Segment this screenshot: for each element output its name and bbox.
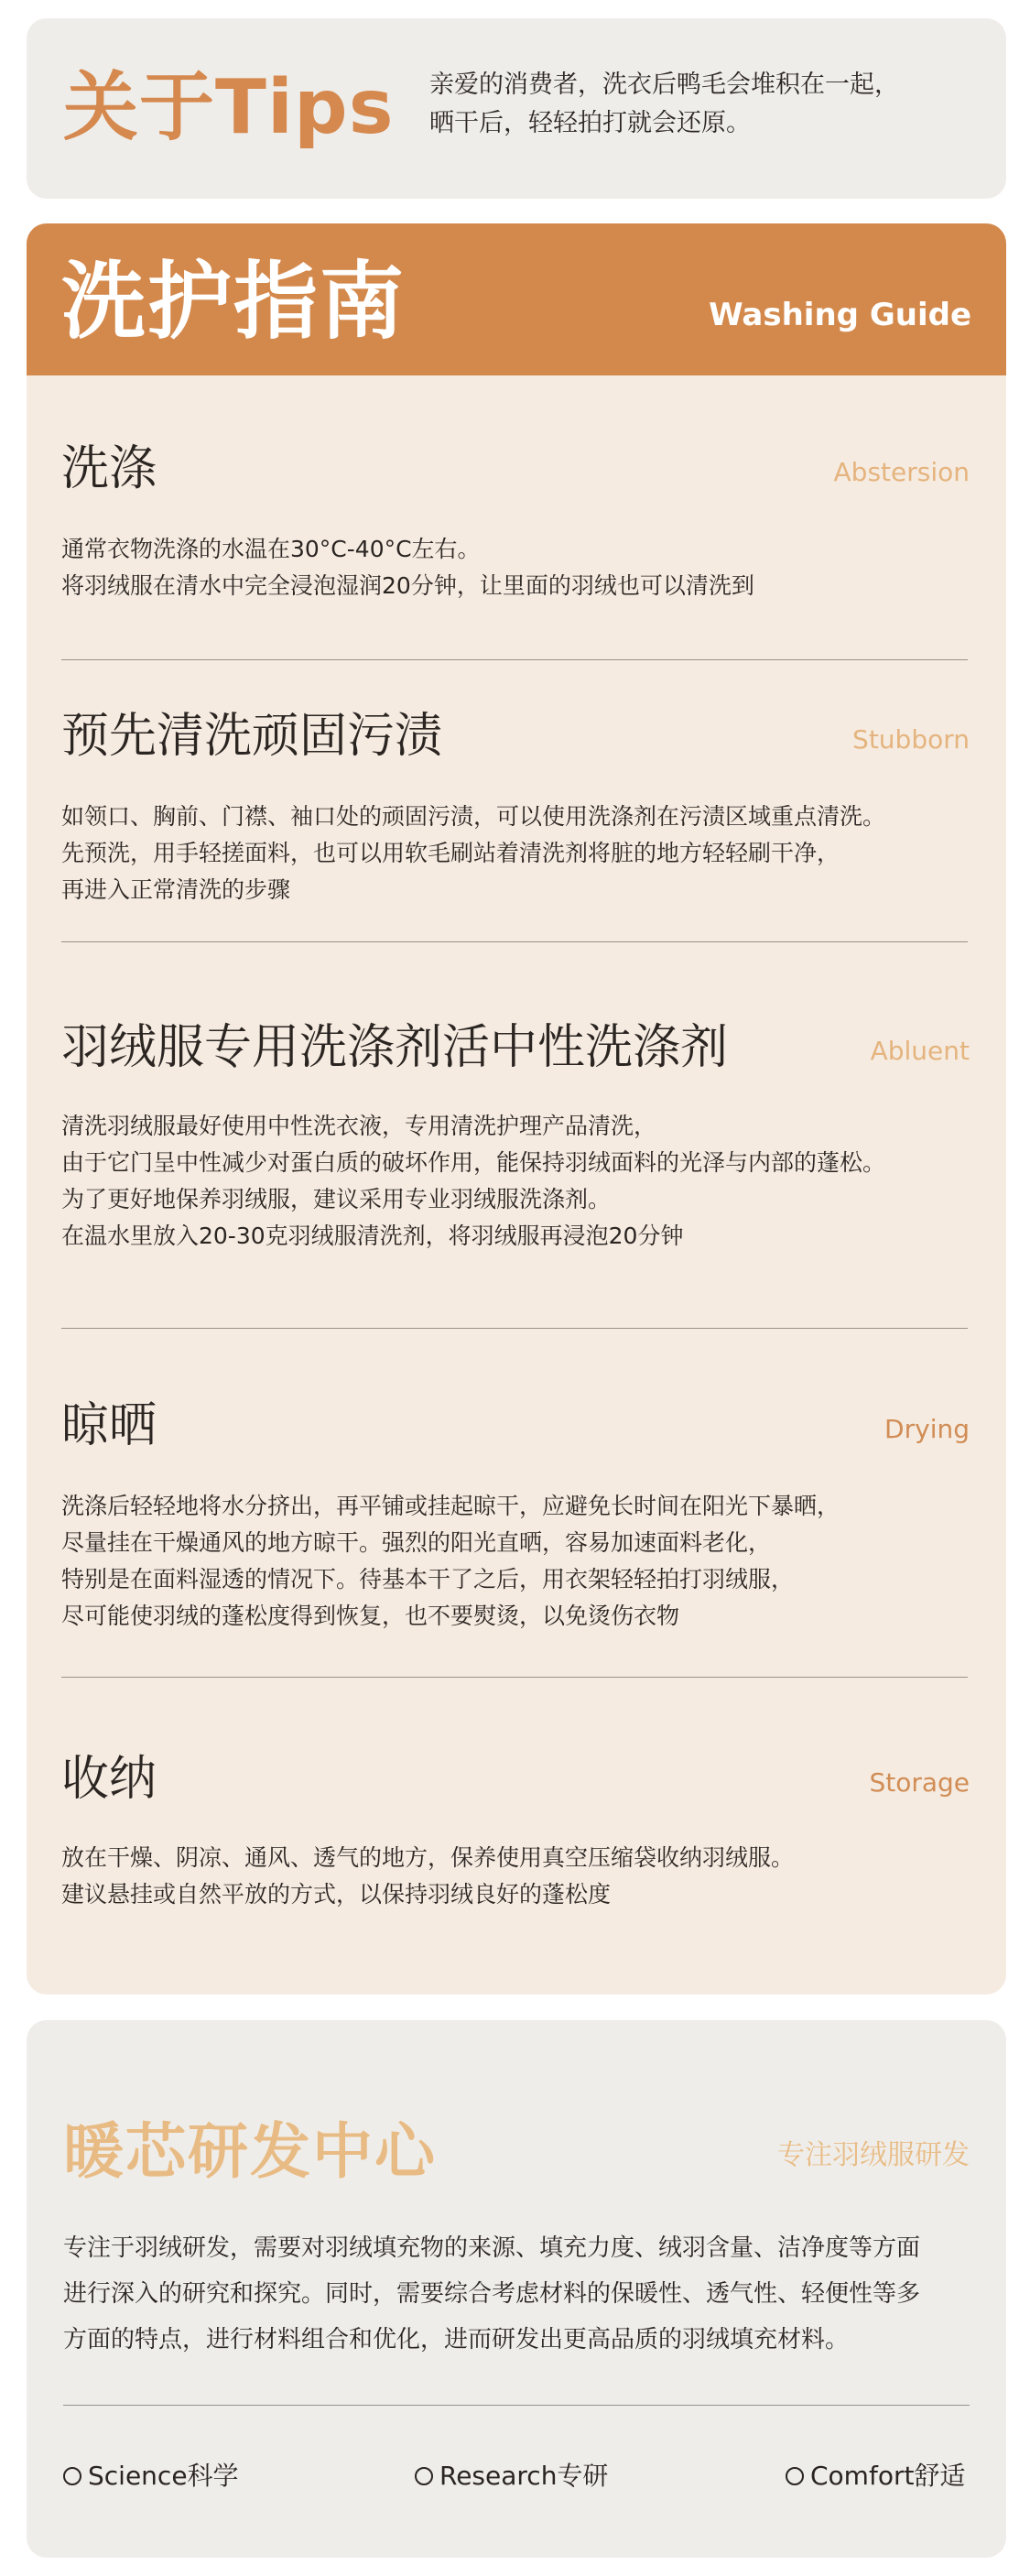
section-en-label: Drying	[884, 1414, 970, 1444]
rd-divider	[63, 2405, 970, 2406]
section-en-label: Stubborn	[852, 724, 970, 755]
section-line: 为了更好地保养羽绒服，建议采用专业羽绒服洗涤剂。	[61, 1186, 612, 1212]
section-title: 预先清洗顽固污渍	[61, 709, 443, 764]
feature-label: Research专研	[439, 2461, 609, 2491]
section-title: 羽绒服专用洗涤剂活中性洗涤剂	[61, 1020, 729, 1075]
rd-title: 暖芯研发中心	[63, 2116, 437, 2187]
feature-research	[415, 2458, 608, 2494]
section-line: 洗涤后轻轻地将水分挤出，再平铺或挂起晾干，应避免长时间在阳光下暴晒，	[61, 1493, 840, 1519]
section-title: 洗涤	[61, 441, 157, 496]
circle-icon	[415, 2467, 433, 2485]
rd-line: 方面的特点，进行材料组合和优化，进而研发出更高品质的羽绒填充材料。	[63, 2326, 850, 2353]
section-line: 再进入正常清洗的步骤	[61, 876, 291, 903]
section-line: 先预洗，用手轻搓面料，也可以用软毛刷站着清洗剂将脏的地方轻轻刷干净，	[61, 840, 840, 866]
tips-card	[27, 18, 1006, 199]
section-line: 建议悬挂或自然平放的方式，以保持羽绒良好的蓬松度	[61, 1881, 612, 1908]
feature-label: Science科学	[88, 2461, 239, 2491]
feature-science	[63, 2458, 239, 2494]
section-body	[61, 531, 977, 604]
section-line: 将羽绒服在清水中完全浸泡湿润20分钟，让里面的羽绒也可以清洗到	[61, 572, 754, 599]
rd-subtitle: 专注羽绒服研发	[777, 2139, 970, 2171]
guide-subtitle: Washing Guide	[709, 297, 971, 333]
section-title: 收纳	[61, 1752, 157, 1807]
section-line: 尽可能使羽绒的蓬松度得到恢复，也不要熨烫，以免烫伤衣物	[61, 1603, 680, 1629]
rd-line: 进行深入的研究和探究。同时，需要综合考虑材料的保暖性、透气性、轻便性等多	[63, 2280, 921, 2308]
section-body	[61, 1840, 977, 1913]
tips-text	[429, 66, 979, 143]
section-title: 晾晒	[61, 1398, 157, 1453]
section-line: 特别是在面料湿透的情况下。待基本干了之后，用衣架轻轻拍打羽绒服，	[61, 1566, 795, 1592]
section-line: 通常衣物洗涤的水温在30°C-40°C左右。	[61, 536, 481, 562]
section-line: 由于它门呈中性减少对蛋白质的破坏作用，能保持羽绒面料的光泽与内部的蓬松。	[61, 1149, 886, 1176]
rd-line: 专注于羽绒研发，需要对羽绒填充物的来源、填充力度、绒羽含量、洁净度等方面	[63, 2234, 921, 2262]
section-divider	[61, 659, 968, 660]
feature-label: Comfort舒适	[810, 2461, 966, 2491]
section-line: 如领口、胸前、门襟、袖口处的顽固污渍，可以使用洗涤剂在污渍区域重点清洗。	[61, 803, 886, 830]
section-en-label: Storage	[869, 1767, 970, 1798]
section-line: 清洗羽绒服最好使用中性洗衣液，专用清洗护理产品清洗，	[61, 1113, 657, 1139]
section-en-label: Abluent	[870, 1036, 970, 1066]
circle-icon	[786, 2467, 804, 2485]
tips-title: 关于Tips	[63, 64, 395, 151]
section-divider	[61, 1328, 968, 1329]
section-divider	[61, 941, 968, 942]
section-body	[61, 1488, 977, 1635]
feature-comfort	[786, 2458, 965, 2494]
section-line: 在温水里放入20-30克羽绒服清洗剂，将羽绒服再浸泡20分钟	[61, 1223, 684, 1249]
tips-line: 晒干后，轻轻拍打就会还原。	[429, 109, 751, 137]
section-divider	[61, 1677, 968, 1678]
rd-center-card	[27, 2020, 1006, 2558]
circle-icon	[63, 2467, 81, 2485]
section-body	[61, 799, 977, 908]
section-body	[61, 1108, 977, 1255]
section-line: 尽量挂在干燥通风的地方晾干。强烈的阳光直晒，容易加速面料老化，	[61, 1529, 772, 1556]
section-en-label: Abstersion	[833, 457, 970, 487]
section-line: 放在干燥、阴凉、通风、透气的地方，保养使用真空压缩袋收纳羽绒服。	[61, 1844, 795, 1871]
guide-header	[27, 223, 1006, 375]
tips-line: 亲爱的消费者，洗衣后鸭毛会堆积在一起，	[429, 71, 899, 99]
rd-description	[63, 2225, 974, 2363]
washing-guide-card	[27, 223, 1006, 1994]
guide-title: 洗护指南	[61, 253, 407, 351]
